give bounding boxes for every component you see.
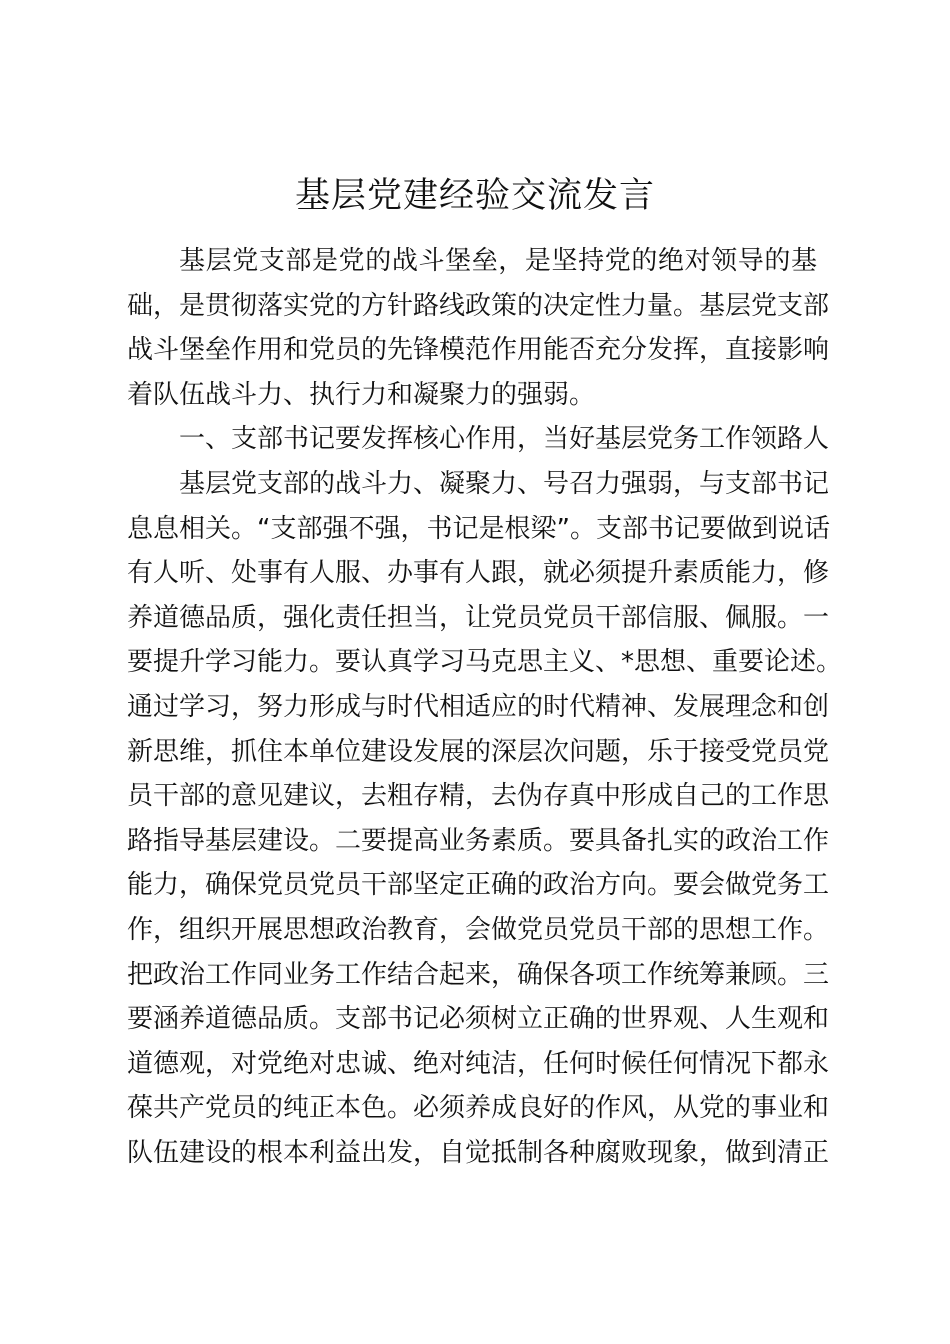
text-line: 要涵养道德品质。支部书记必须树立正确的世界观、人生观和 (127, 1004, 830, 1035)
text-line: 息息相关。“支部强不强，书记是根梁”。支部书记要做到说话 (127, 513, 830, 544)
text-line: 基层党支部是党的战斗堡垒，是坚持党的绝对领导的基 (179, 246, 817, 276)
document-body (127, 239, 843, 1175)
text-line: 路指导基层建设。二要提高业务素质。要具备扎实的政治工作 (127, 825, 830, 856)
paragraph-intro (127, 239, 830, 417)
text-line: 有人听、处事有人服、办事有人跟，就必须提升素质能力，修 (127, 558, 830, 589)
text-line: 要提升学习能力。要认真学习马克思主义、*思想、重要论述。 (127, 647, 843, 678)
text-line: 基层党支部的战斗力、凝聚力、号召力强弱，与支部书记 (179, 468, 830, 499)
text-line: 道德观，对党绝对忠诚、绝对纯洁，任何时候任何情况下都永 (127, 1048, 830, 1079)
heading-line: 一、支部书记要发挥核心作用，当好基层党务工作领路人 (179, 424, 830, 455)
document-title: 基层党建经验交流发言 (294, 176, 655, 216)
text-line: 养道德品质，强化责任担当，让党员党员干部信服、佩服。一 (127, 602, 830, 633)
text-line: 葆共产党员的纯正本色。必须养成良好的作风，从党的事业和 (127, 1093, 830, 1124)
text-line: 员干部的意见建议，去粗存精，去伪存真中形成自己的工作思 (127, 781, 830, 812)
text-line: 能力，确保党员党员干部坚定正确的政治方向。要会做党务工 (127, 870, 830, 901)
text-line: 础，是贯彻落实党的方针路线政策的决定性力量。基层党支部 (127, 290, 830, 321)
text-line: 把政治工作同业务工作结合起来，确保各项工作统筹兼顾。三 (127, 959, 830, 990)
text-line: 作，组织开展思想政治教育，会做党员党员干部的思想工作。 (127, 914, 830, 945)
text-line: 着队伍战斗力、执行力和凝聚力的强弱。 (127, 379, 596, 410)
paragraph-section-1 (127, 462, 843, 1176)
section-heading (127, 417, 830, 462)
text-line: 新思维，抓住本单位建设发展的深层次问题，乐于接受党员党 (127, 736, 830, 767)
text-line: 通过学习，努力形成与时代相适应的时代精神、发展理念和创 (127, 691, 830, 722)
text-line: 队伍建设的根本利益出发，自觉抵制各种腐败现象，做到清正 (127, 1137, 830, 1168)
text-line: 战斗堡垒作用和党员的先锋模范作用能否充分发挥，直接影响 (127, 335, 830, 366)
